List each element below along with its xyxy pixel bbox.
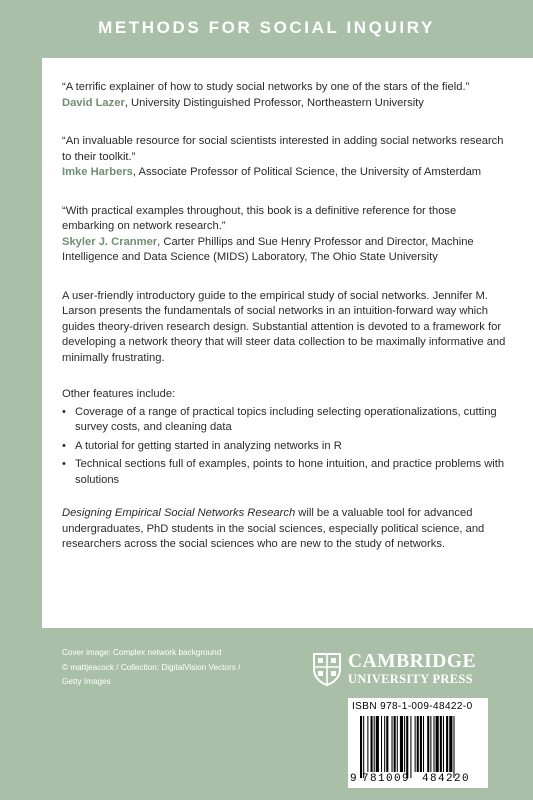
barcode-bar: [397, 716, 398, 772]
endorser-name: David Lazer: [62, 96, 125, 109]
endorser-affiliation: , Carter Phillips and Sue Henry Professor and Director, Machine Intelligence and Data Science (MIDS) Laboratory, The Ohio State University: [62, 235, 474, 263]
barcode-bar: [381, 716, 382, 772]
barcode-bar: [420, 716, 422, 772]
endorser-affiliation: , University Distinguished Professor, Northeastern University: [124, 96, 424, 109]
barcode-bar: [436, 716, 439, 772]
crest-shield-icon: [312, 652, 342, 686]
publisher-name: CAMBRIDGE: [348, 651, 477, 672]
endorser-name: Skyler J. Cranmer: [62, 235, 158, 248]
barcode-bar: [384, 716, 385, 772]
barcode-bar: [392, 716, 393, 772]
back-cover-panel: [42, 58, 533, 628]
book-title: Designing Empirical Social Networks Research: [62, 507, 296, 519]
book-description: A user-friendly introductory guide to the empirical study of social networks. Jennifer M. Larson presents the fundamentals of social networks in an intuition-forward way which guides theory-driven research design. Substantial attention is devoted to a framework for developing a network theory that will steer data collection to be maximally informative and minimally frustrating.: [62, 289, 506, 364]
barcode-bar: [386, 716, 388, 772]
barcode-bar: [415, 716, 416, 772]
barcode-bar: [434, 716, 435, 772]
publisher-logo: [312, 652, 476, 687]
barcode-bar: [360, 716, 362, 778]
barcode-bar: [410, 716, 411, 778]
endorsement-quote: “A terrific explainer of how to study social networks by one of the stars of the field.”: [62, 81, 470, 93]
barcode-bar: [440, 716, 442, 772]
endorsement-3: [62, 204, 507, 266]
barcode-bar: [417, 716, 419, 772]
list-item: • A tutorial for getting started in analyzing networks in R: [62, 439, 507, 455]
cover-image-credit: Cover image: Complex network background © mattjeacock / Collection: DigitalVision Vectors / Getty Images: [62, 648, 241, 686]
endorsement-2: [62, 134, 507, 181]
barcode-bar: [404, 716, 405, 772]
barcode-bar: [376, 716, 379, 772]
barcode-bar: [427, 716, 429, 772]
barcode-bar: [430, 716, 431, 772]
series-title: METHODS FOR SOCIAL INQUIRY: [98, 18, 435, 37]
isbn-barcode: ISBN 978-1-009-48422-0 9 781009 484220: [348, 698, 488, 788]
barcode-bar: [453, 716, 454, 778]
closing-paragraph: Designing Empirical Social Networks Research will be a valuable tool for advanced undergraduates, PhD students in the social sciences, especially political science, and researchers across the social sciences who are new to the study of networks.: [62, 507, 485, 550]
barcode-bar: [406, 716, 408, 778]
list-item: • Coverage of a range of practical topics including selecting operationalizations, cutting survey costs, and cleaning data: [62, 405, 497, 433]
endorsement-quote: “An invaluable resource for social scientists interested in adding social networks research to their toolkit.”: [62, 135, 504, 163]
bullet-icon: •: [62, 405, 66, 418]
blurb-content: [62, 80, 507, 574]
barcode-bar: [363, 716, 364, 778]
endorser-name: Imke Harbers: [62, 166, 133, 178]
endorsement-quote: “With practical examples throughout, this book is a definitive reference for those embarking on network research.”: [62, 204, 457, 232]
bullet-icon: •: [62, 458, 66, 470]
bullet-icon: •: [62, 439, 66, 452]
barcode-bar: [371, 716, 373, 772]
barcode-bar: [443, 716, 444, 772]
barcode-bar: [446, 716, 448, 772]
barcode-bar: [394, 716, 396, 772]
endorser-affiliation: , Associate Professor of Political Science, the University of Amsterdam: [132, 166, 482, 178]
barcode-bar: [449, 716, 452, 772]
endorsement-1: [62, 80, 507, 111]
isbn-label: ISBN 978-1-009-48422-0: [352, 701, 473, 712]
barcode-bar: [423, 716, 424, 772]
list-item: • Technical sections full of examples, points to hone intuition, and practice problems with solutions: [62, 458, 505, 486]
barcode-bar: [374, 716, 375, 772]
features-intro: Other features include:: [62, 388, 176, 400]
features-list: [62, 405, 507, 489]
publisher-subname: UNIVERSITY PRESS: [348, 672, 473, 686]
barcode-bar: [367, 716, 368, 772]
barcode-bar: [400, 716, 403, 772]
series-banner: [0, 0, 533, 58]
